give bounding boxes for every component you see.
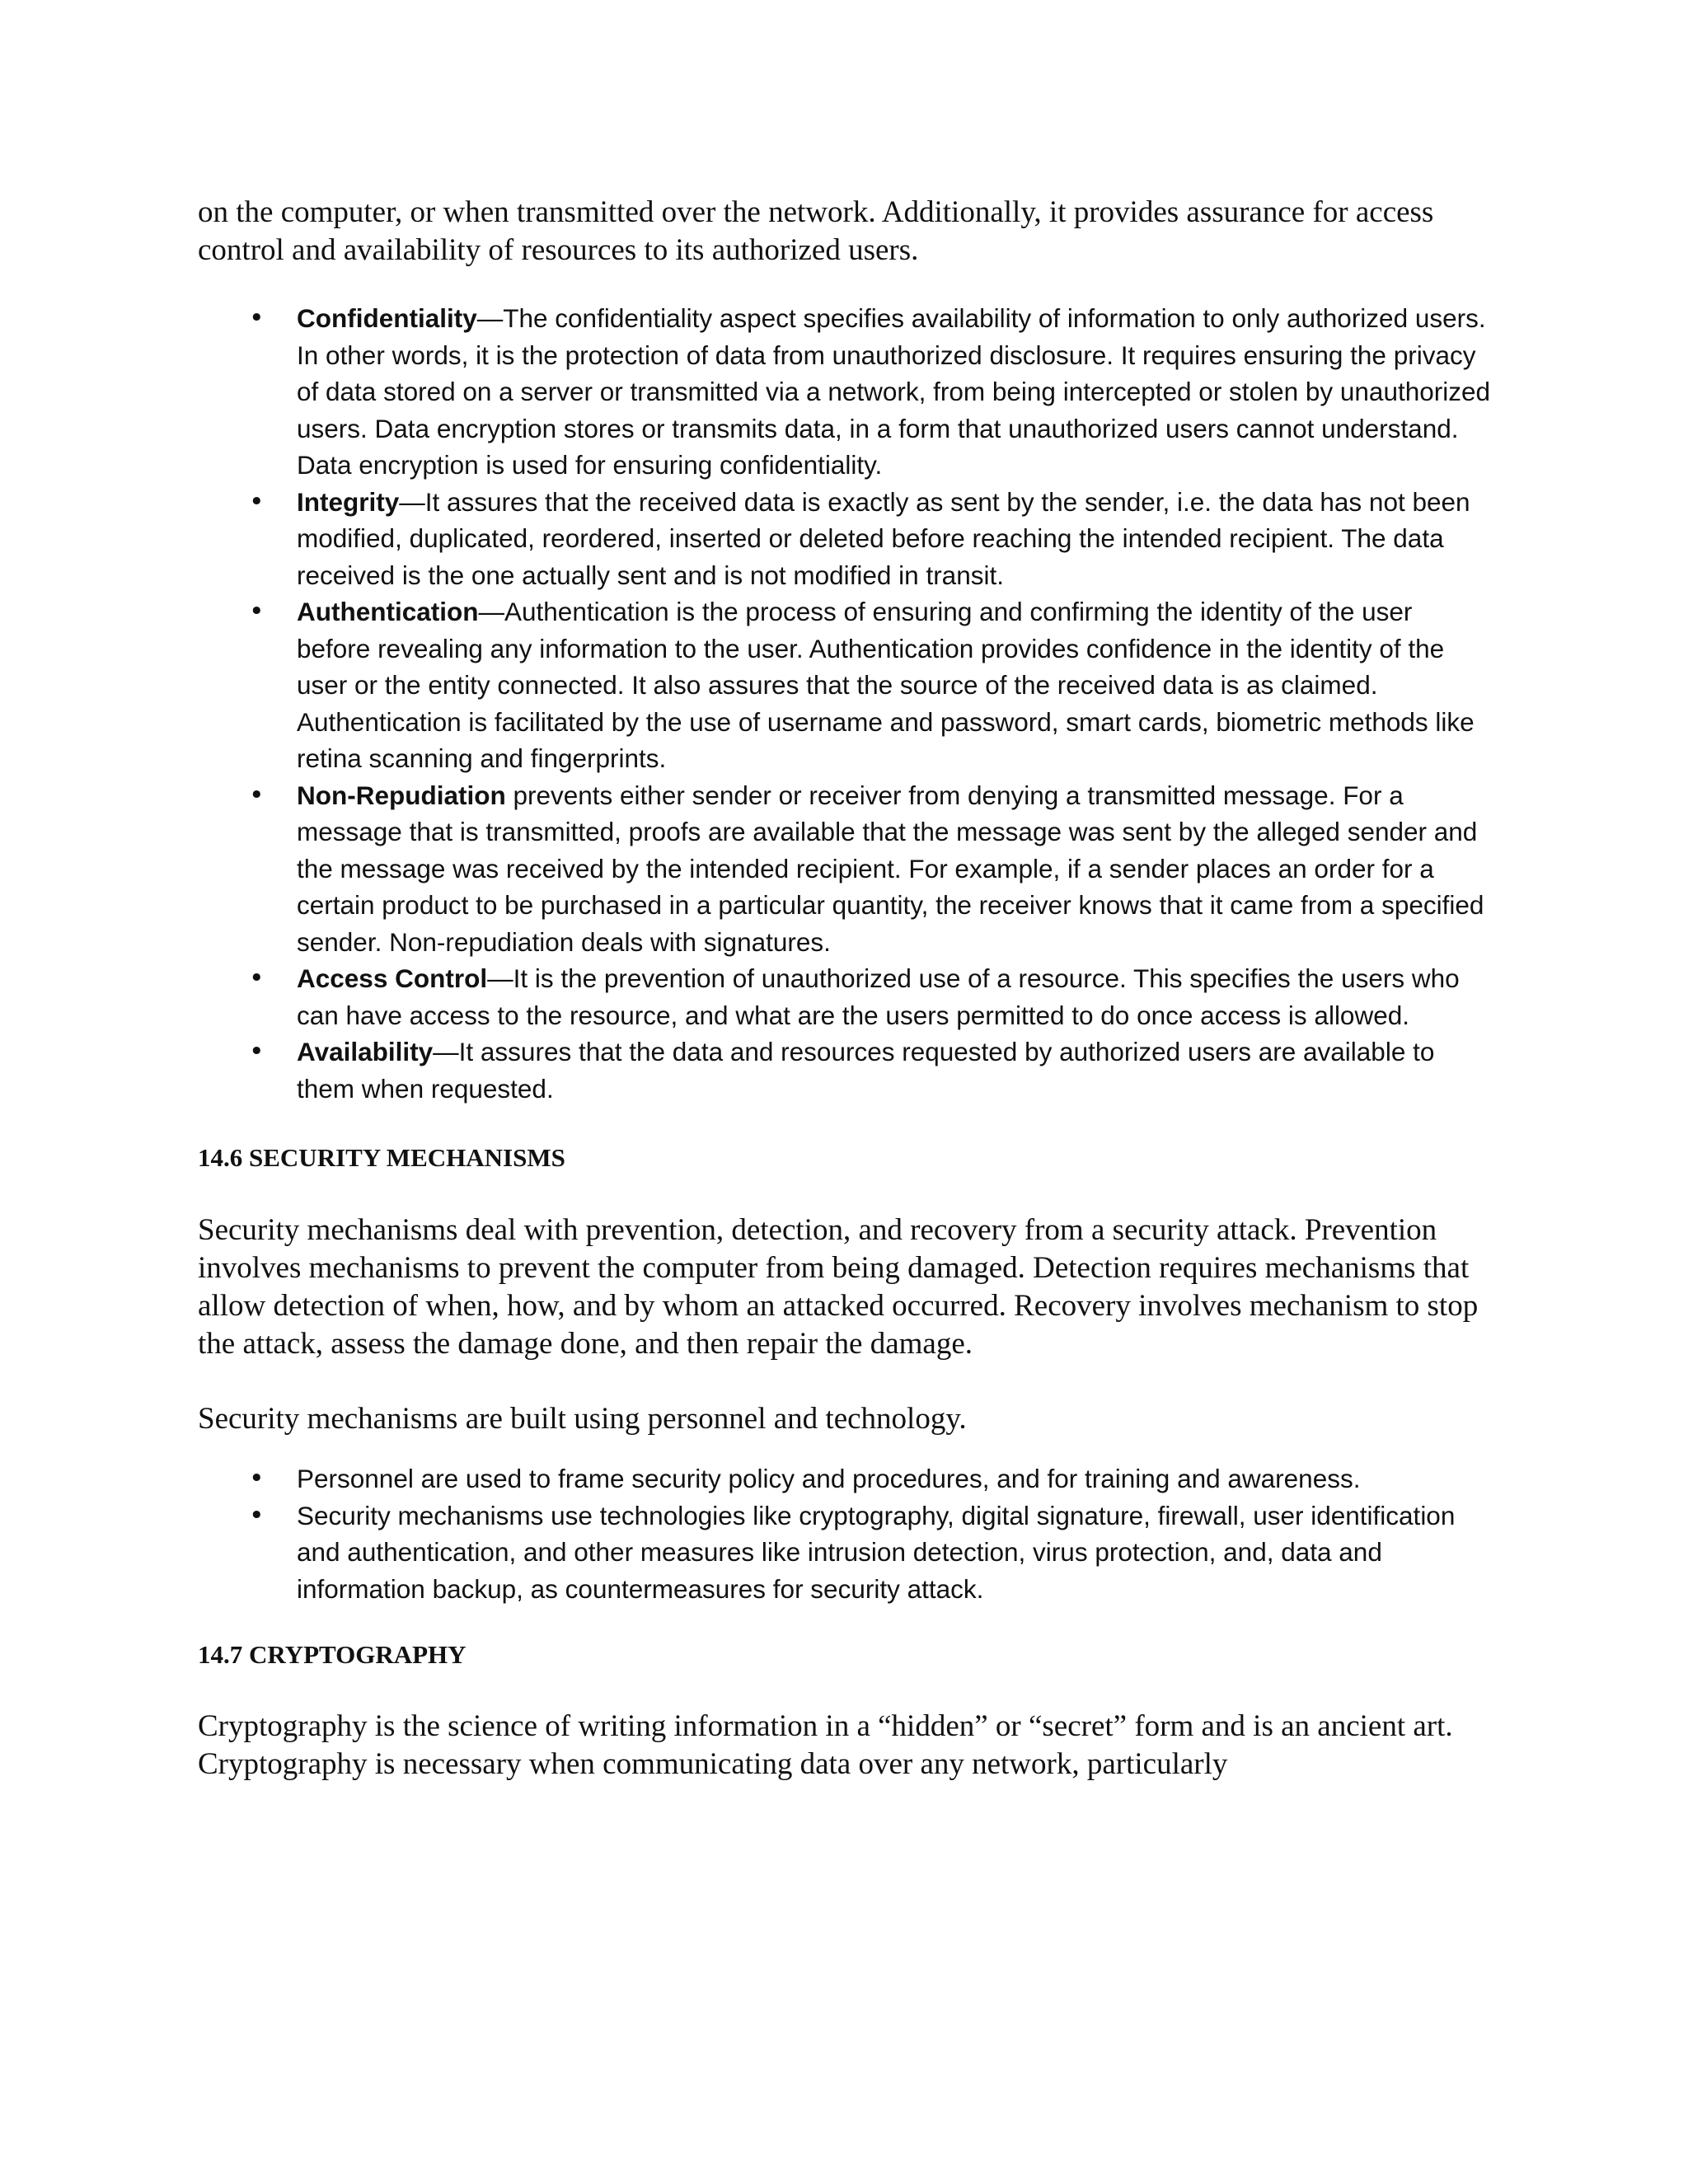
intro-paragraph: on the computer, or when transmitted over the network. Additionally, it provides assurance for access control and availability of resources to its authorized users. xyxy=(198,195,1434,267)
bullet-icon: • xyxy=(249,780,265,810)
bullet-icon: • xyxy=(249,597,265,626)
list-item xyxy=(198,777,1492,961)
bullet-icon: • xyxy=(249,303,265,333)
list-item xyxy=(198,484,1492,594)
term-label: Availability xyxy=(297,1037,434,1066)
term-label: Authentication xyxy=(297,597,479,626)
bullet-icon: • xyxy=(249,486,265,517)
mechanisms-paragraph-2: Security mechanisms are built using personnel and technology. xyxy=(198,1402,967,1436)
bullet-icon: • xyxy=(249,1500,265,1530)
section-heading-cryptography: 14.7 CRYPTOGRAPHY xyxy=(198,1640,467,1669)
mechanisms-list xyxy=(198,1460,1492,1607)
bullet-icon: • xyxy=(249,1464,265,1493)
list-item xyxy=(198,960,1492,1033)
list-item xyxy=(198,1033,1492,1107)
section-heading-security-mechanisms: 14.6 SECURITY MECHANISMS xyxy=(198,1143,565,1172)
list-item-text: Personnel are used to frame security policy and procedures, and for training and awareness. xyxy=(297,1464,1361,1493)
bullet-icon: • xyxy=(249,1037,265,1066)
document-page xyxy=(198,194,1492,1783)
mechanisms-paragraph: Security mechanisms deal with prevention, detection, and recovery from a security attack. Prevention involves mechanisms to prevent the computer from being damaged. Detection requires mechanisms that allow detection of when, how, and by whom an attacked occurred. Recovery involves mechanism to stop the attack, assess the damage done, and then repair the damage. xyxy=(198,1213,1479,1361)
term-label: Access Control xyxy=(297,963,488,993)
term-description: —Authentication is the process of ensuring and confirming the identity of the user before revealing any information to the user. Authentication provides confidence in the identity of the user or the entity connected. It also assures that the source of the received data is as claimed. Authentication is facilitated by the use of username and password, smart cards, biometric methods like retina scanning and fingerprints. xyxy=(297,597,1475,773)
term-description: —It assures that the received data is exactly as sent by the sender, i.e. the data has not been modified, duplicated, reordered, inserted or deleted before reaching the intended recipient. The data received is the one actually sent and is not modified in transit. xyxy=(297,486,1470,590)
term-description: —It is the prevention of unauthorized use of a resource. This specifies the users who can have access to the resource, and what are the users permitted to do once access is allowed. xyxy=(297,963,1460,1030)
cryptography-paragraph: Cryptography is the science of writing information in a “hidden” or “secret” form and is an ancient art. Cryptography is necessary when communicating data over any network, particularly xyxy=(198,1709,1453,1781)
security-goals-list xyxy=(198,300,1492,1107)
term-description: —It assures that the data and resources requested by authorized users are available to them when requested. xyxy=(297,1037,1435,1104)
list-item-text: Security mechanisms use technologies like cryptography, digital signature, firewall, user identification and authentication, and other measures like intrusion detection, virus protection, and, data and information backup, as countermeasures for security attack. xyxy=(297,1500,1456,1604)
term-label: Confidentiality xyxy=(297,303,477,333)
list-item xyxy=(198,1460,1492,1497)
term-label: Integrity xyxy=(297,486,400,517)
bullet-icon: • xyxy=(249,963,265,993)
list-item xyxy=(198,593,1492,777)
term-description: prevents either sender or receiver from denying a transmitted message. For a message that is transmitted, proofs are available that the message was sent by the alleged sender and the message was received by the intended recipient. For example, if a sender places an order for a certain product to be purchased in a particular quantity, the receiver knows that it came from a specified sender. Non-repudiation deals with signatures. xyxy=(297,780,1484,957)
term-label: Non-Repudiation xyxy=(297,780,506,810)
list-item xyxy=(198,300,1492,484)
term-description: —The confidentiality aspect specifies availability of information to only authorized users. In other words, it is the protection of data from unauthorized disclosure. It requires ensuring the privacy of data stored on a server or transmitted via a network, from being intercepted or stolen by unauthorized users. Data encryption stores or transmits data, in a form that unauthorized users cannot understand. Data encryption is used for ensuring confidentiality. xyxy=(297,303,1491,480)
list-item xyxy=(198,1497,1492,1608)
